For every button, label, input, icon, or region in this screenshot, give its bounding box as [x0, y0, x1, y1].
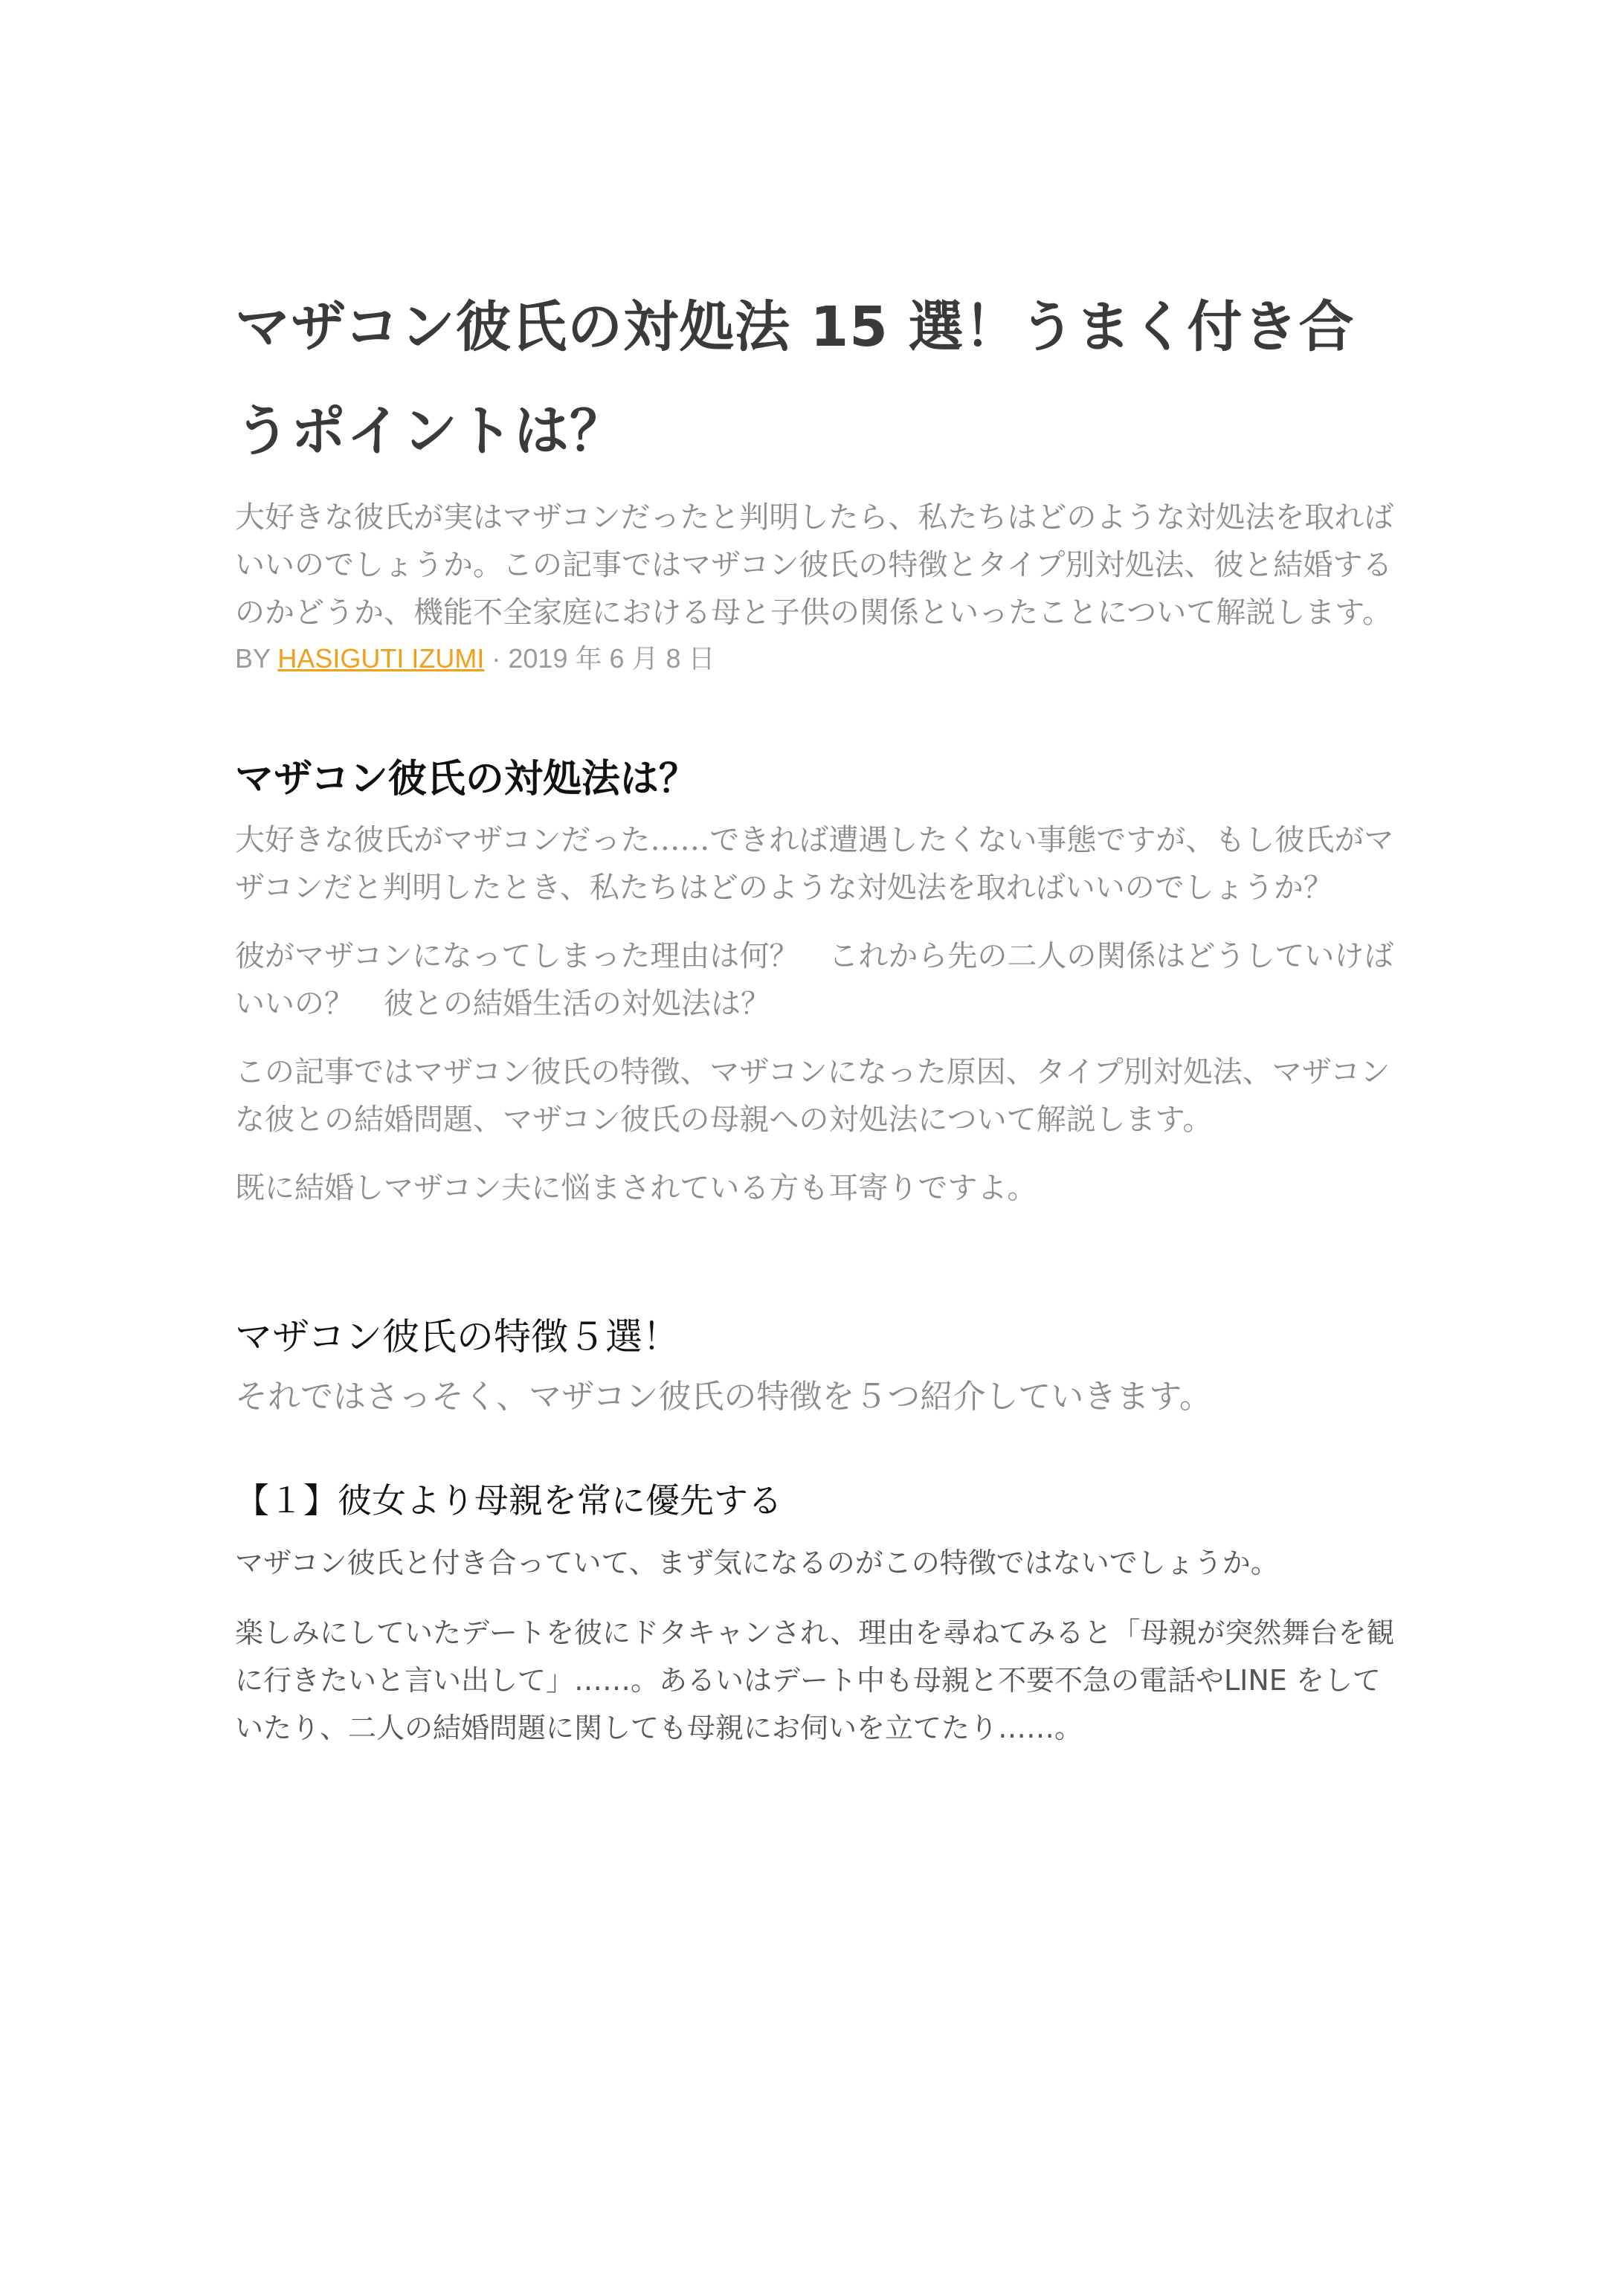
byline-prefix: BY: [235, 643, 278, 674]
subsection-heading-1: 【１】彼女より母親を常に優先する: [235, 1480, 782, 1521]
paragraph: 既に結婚しマザコン夫に悩まされている方も耳寄りですよ。: [235, 1171, 1037, 1205]
publish-date: 2019 年 6 月 8 日: [508, 643, 715, 674]
article-title: マザコン彼氏の対処法 15 選！うまく付き合うポイントは？: [235, 295, 1355, 463]
section-heading-countermeasures: マザコン彼氏の対処法は？: [235, 757, 697, 802]
paragraph: この記事ではマザコン彼氏の特徴、マザコンになった原因、タイプ別対処法、マザコンな彼との結婚問題、マザコン彼氏の母親への対処法について解説します。: [235, 1055, 1391, 1137]
paragraph: マザコン彼氏と付き合っていて、まず気になるのがこの特徴ではないでしょうか。: [235, 1547, 1279, 1579]
section-intro: それではさっそく、マザコン彼氏の特徴を５つ紹介していきます。: [235, 1378, 1212, 1416]
paragraph: 大好きな彼氏がマザコンだった……できれば遭遇したくない事態ですが、もし彼氏がマザコンだと判明したとき、私たちはどのような対処法を取ればいいのでしょうか？: [235, 823, 1394, 905]
article-lead: 大好きな彼氏が実はマザコンだったと判明したら、私たちはどのような対処法を取ればいいのでしょうか。この記事ではマザコン彼氏の特徴とタイプ別対処法、彼と結婚するのかどうか、機能不全家庭における母と子供の関係といったことについて解説します。: [235, 500, 1394, 630]
author-link[interactable]: HASIGUTI IZUMI: [277, 643, 485, 674]
section-heading-features: マザコン彼氏の特徴５選！: [235, 1315, 680, 1358]
paragraph: 彼がマザコンになってしまった理由は何？ これから先の二人の関係はどうしていけばいいの？ 彼との結婚生活の対処法は？: [235, 939, 1394, 1021]
byline-separator: ·: [484, 643, 509, 674]
byline: [235, 636, 1395, 681]
paragraph: 楽しみにしていたデートを彼にドタキャンされ、理由を尋ねてみると「母親が突然舞台を観に行きたいと言い出して」……。あるいはデート中も母親と不要不急の電話やLINE をしていたり、二人の結婚問題に関しても母親にお伺いを立てたり……。: [235, 1616, 1395, 1744]
article: [235, 275, 1395, 1774]
